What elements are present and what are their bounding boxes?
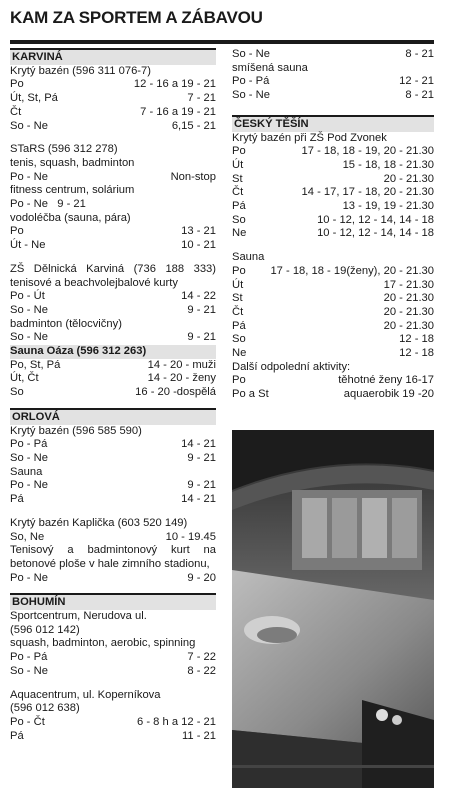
venue-name: Sauna <box>232 251 265 264</box>
schedule-row: Po 13 - 21 <box>10 225 216 238</box>
schedule-row: Po - Pá 7 - 22 <box>10 651 216 664</box>
section-heading-orlova: ORLOVÁ <box>10 408 216 425</box>
schedule-row: Út 15 - 18, 18 - 21.30 <box>232 158 434 171</box>
schedule-row: Pá 14 - 21 <box>10 493 216 506</box>
schedule-row: Po - Pá 12 - 21 <box>232 75 434 88</box>
schedule-row: Čt 14 - 17, 17 - 18, 20 - 21.30 <box>232 186 434 199</box>
venue-sub: smíšená sauna <box>232 61 308 74</box>
section-heading-karvina: KARVINÁ <box>10 48 216 65</box>
venue-name: Sauna Oáza (596 312 263) <box>10 345 216 359</box>
schedule-row: So - Ne 9 - 21 <box>10 303 216 316</box>
schedule-row: Čt 7 - 16 a 19 - 21 <box>10 105 216 118</box>
venue-sub: badminton (tělocvičny) <box>10 317 122 330</box>
venue-name: Sportcentrum, Nerudova ul. <box>10 610 147 623</box>
venue-name: Krytý bazén Kaplička (603 520 149) <box>10 516 188 529</box>
schedule-row: Po - Ne 9 - 21 <box>10 198 86 211</box>
schedule-row: Po a St aquaerobik 19 -20 <box>232 388 434 401</box>
venue-note: Tenisový a badmintonový kurt na betonové ploše v hale zimního stadionu, <box>10 544 216 570</box>
left-column <box>10 48 216 743</box>
venue-phone: (596 012 638) <box>10 702 80 715</box>
schedule-row: St 20 - 21.30 <box>232 292 434 305</box>
schedule-row: Út, St, Pá 7 - 21 <box>10 92 216 105</box>
schedule-row: Po - Ne Non-stop <box>10 170 216 183</box>
schedule-row: So 16 - 20 -dospělá <box>10 386 216 399</box>
venue-name: STaRS (596 312 278) <box>10 143 118 156</box>
schedule-row: Po 12 - 16 a 19 - 21 <box>10 78 216 91</box>
schedule-row: Po - Čt 6 - 8 h a 12 - 21 <box>10 715 216 728</box>
swimming-pool-photo <box>232 430 434 788</box>
schedule-row: Čt 20 - 21.30 <box>232 305 434 318</box>
schedule-row: Pá 13 - 19, 19 - 21.30 <box>232 200 434 213</box>
venue-name: Další odpolední aktivity: <box>232 360 351 373</box>
venue-name: Krytý bazén při ZŠ Pod Zvonek <box>232 131 387 144</box>
venue-name: Aquacentrum, ul. Koperníkova <box>10 688 161 701</box>
venue-name: ZŠ Dělnická Karviná (736 188 333) tenisové a beachvolejbalové kurty <box>10 262 216 289</box>
schedule-row: Po těhotné ženy 16-17 <box>232 374 434 387</box>
schedule-row: So, Ne 10 - 19.45 <box>10 530 216 543</box>
schedule-row: Po - Ne 9 - 20 <box>10 571 216 584</box>
schedule-row: St 20 - 21.30 <box>232 172 434 185</box>
venue-sub: tenis, squash, badminton <box>10 156 135 169</box>
page-title: KAM ZA SPORTEM A ZÁBAVOU <box>10 8 263 27</box>
schedule-row: Po - Pá 14 - 21 <box>10 438 216 451</box>
schedule-row: So - Ne 8 - 22 <box>10 664 216 677</box>
venue-sub: vodoléčba (sauna, pára) <box>10 211 131 224</box>
schedule-row: Po - Út 14 - 22 <box>10 290 216 303</box>
schedule-row: Po 17 - 18, 18 - 19(ženy), 20 - 21.30 <box>232 264 434 277</box>
schedule-row: Út, Čt 14 - 20 - ženy <box>10 372 216 385</box>
section-heading-cesky-tesin: ČESKÝ TĚŠÍN <box>232 115 434 132</box>
venue-name: Krytý bazén (596 311 076-7) <box>10 64 151 77</box>
schedule-row: So - Ne 8 - 21 <box>232 89 434 102</box>
schedule-row: Po, St, Pá 14 - 20 - muži <box>10 358 216 371</box>
section-heading-bohumin: BOHUMÍN <box>10 593 216 610</box>
title-rule <box>10 40 434 44</box>
schedule-row: So - Ne 9 - 21 <box>10 451 216 464</box>
venue-name: Krytý bazén (596 585 590) <box>10 424 142 437</box>
schedule-row: Út - Ne 10 - 21 <box>10 239 216 252</box>
schedule-row: Ne 12 - 18 <box>232 347 434 360</box>
schedule-row: So - Ne 9 - 21 <box>10 331 216 344</box>
schedule-row: So - Ne 8 - 21 <box>232 48 434 60</box>
schedule-row: So - Ne 6,15 - 21 <box>10 119 216 132</box>
venue-sub: fitness centrum, solárium <box>10 184 135 197</box>
schedule-row: Ne 10 - 12, 12 - 14, 14 - 18 <box>232 227 434 240</box>
schedule-row: Po - Ne 9 - 21 <box>10 479 216 492</box>
venue-sub: squash, badminton, aerobic, spinning <box>10 637 196 650</box>
schedule-row: Pá 20 - 21.30 <box>232 319 434 332</box>
schedule-row: So 12 - 18 <box>232 333 434 346</box>
schedule-row: Po 17 - 18, 18 - 19, 20 - 21.30 <box>232 145 434 158</box>
schedule-row: So 10 - 12, 12 - 14, 14 - 18 <box>232 213 434 226</box>
venue-phone: (596 012 142) <box>10 623 80 636</box>
schedule-row: Út 17 - 21.30 <box>232 278 434 291</box>
venue-sub: Sauna <box>10 465 43 478</box>
schedule-row: Pá 11 - 21 <box>10 729 216 742</box>
right-column <box>232 48 434 402</box>
